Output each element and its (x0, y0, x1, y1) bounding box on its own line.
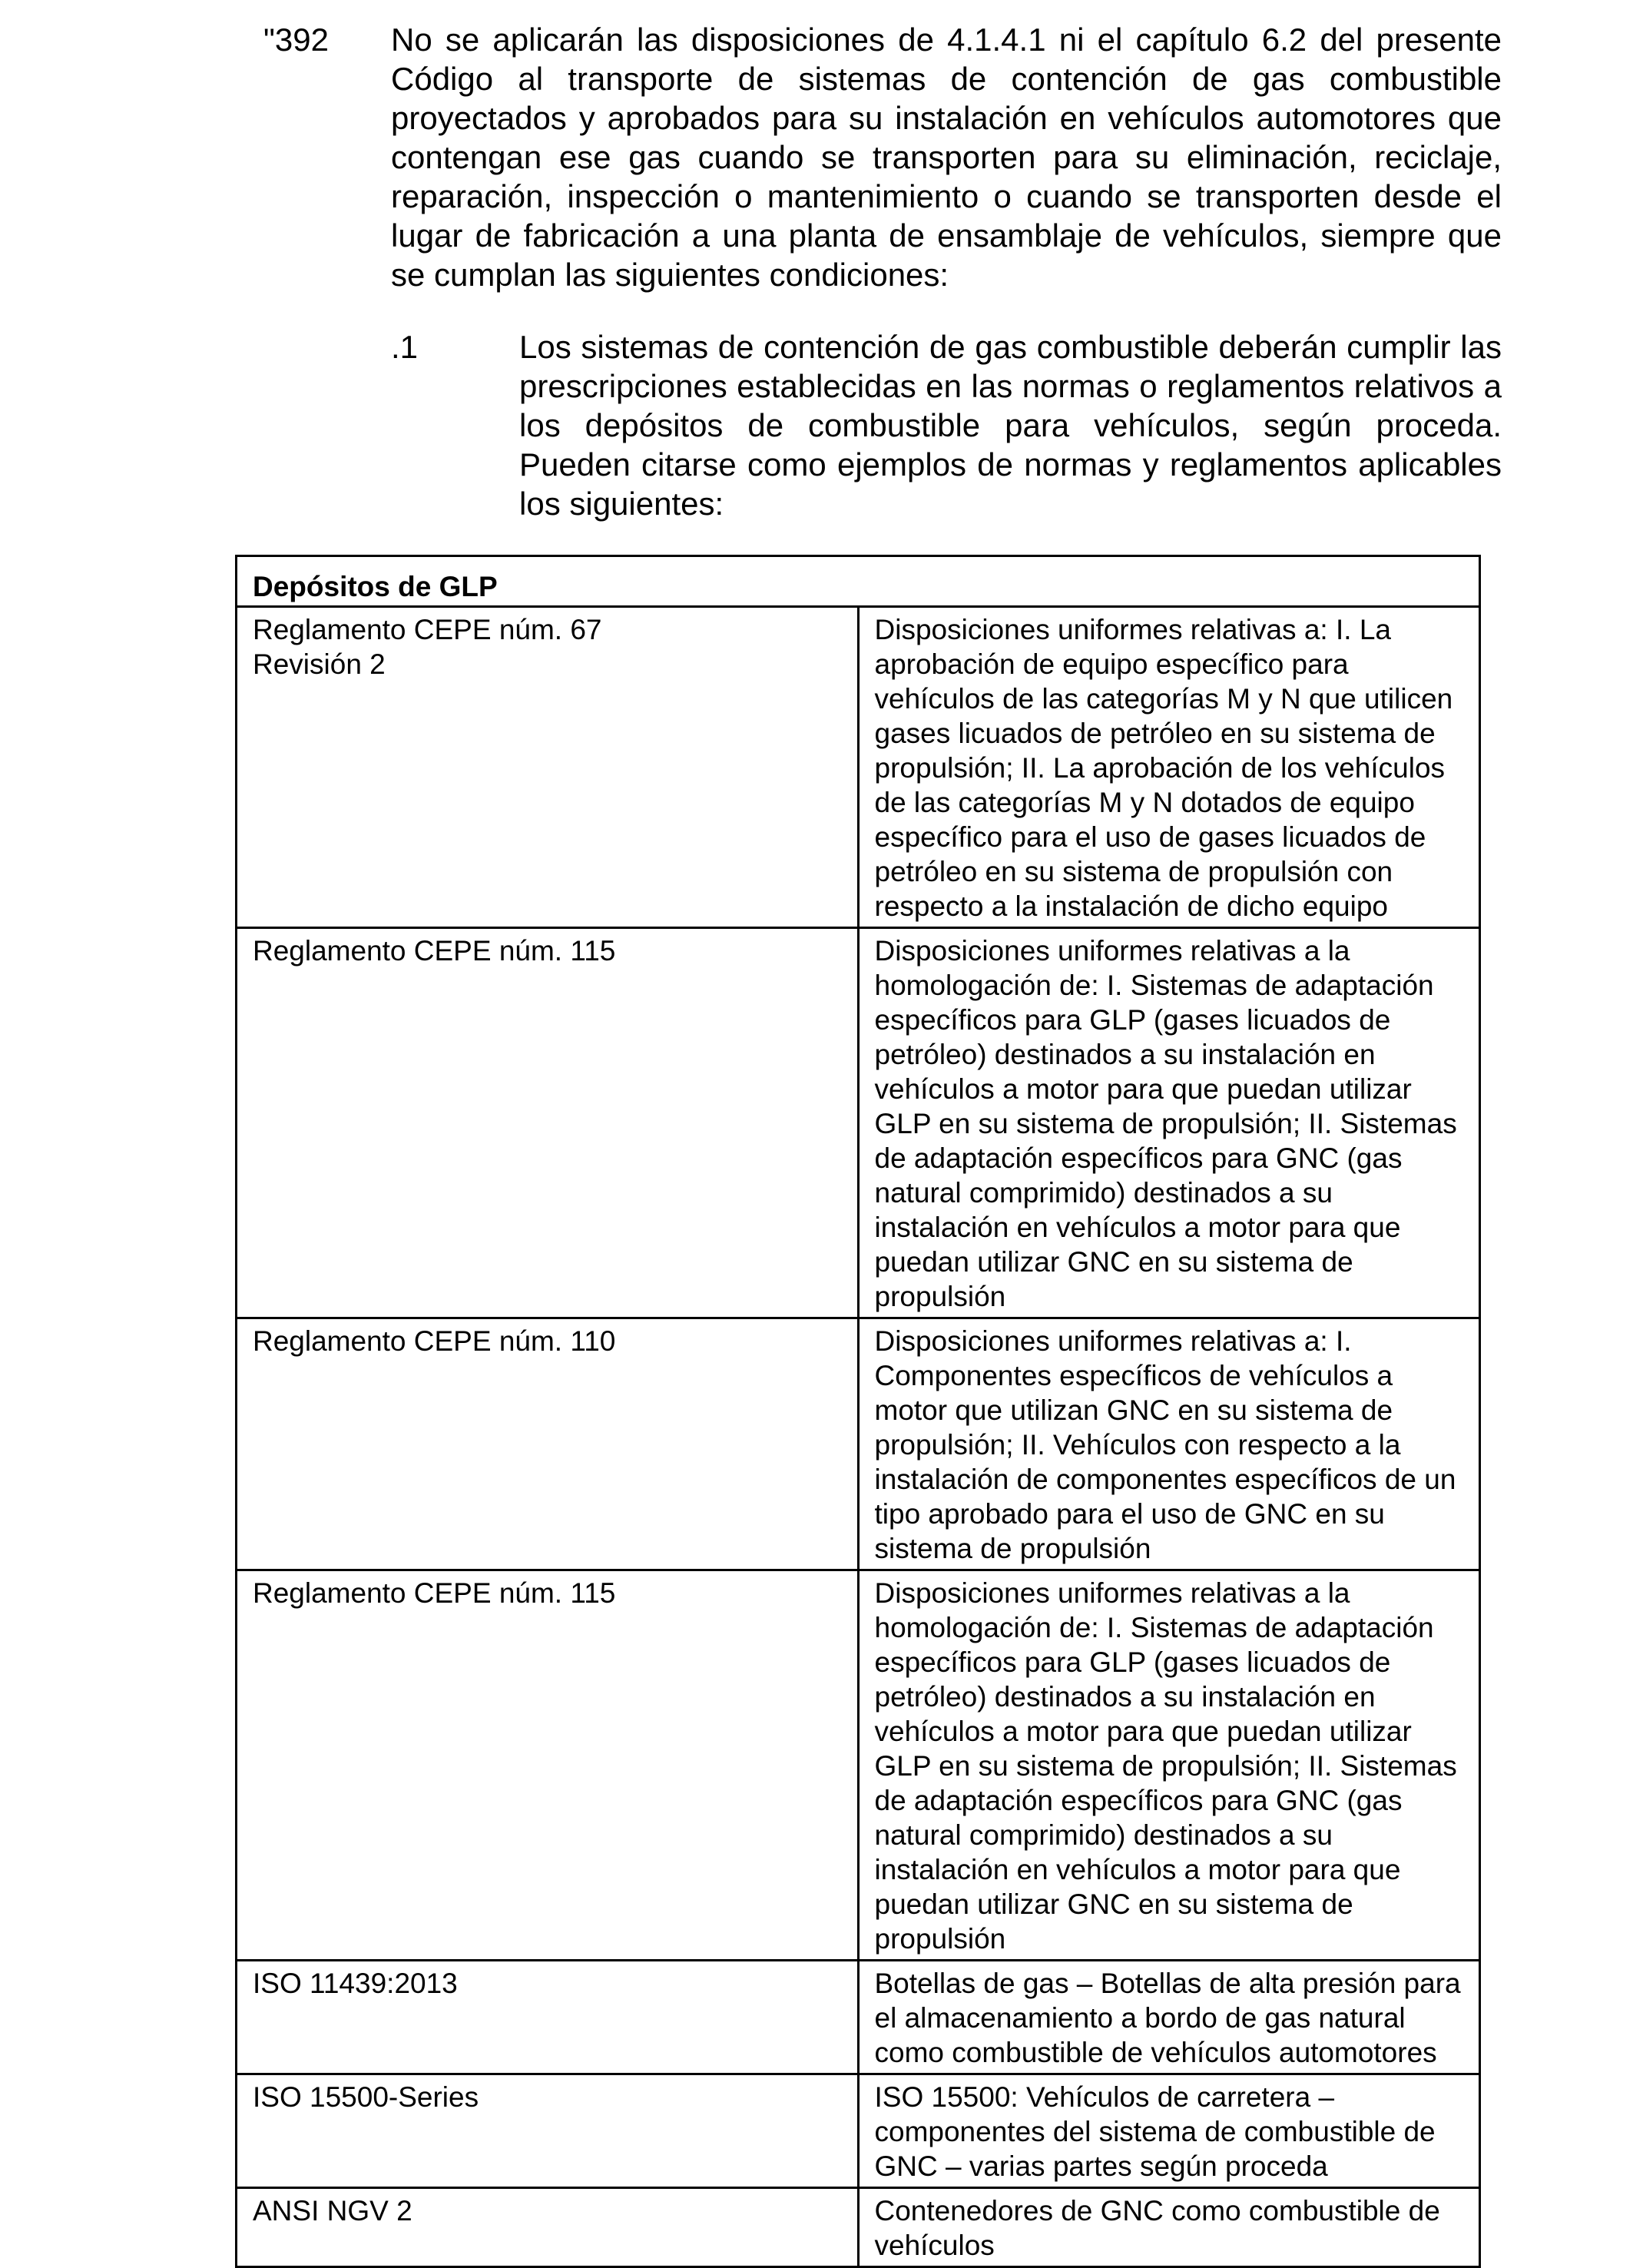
standard-cell: Reglamento CEPE núm. 115 (237, 928, 859, 1318)
description-cell: Botellas de gas – Botellas de alta presión para el almacenamiento a bordo de gas natural como combustible de vehículos automotores (858, 1961, 1480, 2074)
standard-cell: ISO 11439:2013 (237, 1961, 859, 2074)
regulations-table (235, 555, 1481, 2268)
standard-cell: ISO 15500-Series (237, 2074, 859, 2188)
standard-cell: Reglamento CEPE núm. 115 (237, 1570, 859, 1961)
description-cell: Contenedores de GNC como combustible de vehículos (858, 2188, 1480, 2267)
table-row (237, 1318, 1480, 1570)
table-heading: Depósitos de GLP (237, 556, 1480, 607)
table-row (237, 607, 1480, 928)
standard-revision: Revisión 2 (253, 648, 386, 680)
description-cell: Disposiciones uniformes relativas a: I. La aprobación de equipo específico para vehículos de las categorías M y N que utilicen gases licuados de petróleo en su sistema de propulsión; II. La aprobación de los vehículos de las categorías M y N dotados de equipo específico para el uso de gases licuados de petróleo en su sistema de propulsión con respecto a la instalación de dicho equipo (858, 607, 1480, 928)
table-heading-row (237, 556, 1480, 607)
description-cell: ISO 15500: Vehículos de carretera – componentes del sistema de combustible de GNC – varias partes según proceda (858, 2074, 1480, 2188)
description-cell: Disposiciones uniformes relativas a la homologación de: I. Sistemas de adaptación específicos para GLP (gases licuados de petróleo) destinados a su instalación en vehículos a motor para que puedan utilizar GLP en su sistema de propulsión; II. Sistemas de adaptación específicos para GNC (gas natural comprimido) destinados a su instalación en vehículos a motor para que puedan utilizar GNC en su sistema de propulsión (858, 1570, 1480, 1961)
item-number: .1 (391, 329, 419, 365)
item-text: Los sistemas de contención de gas combustible deberán cumplir las prescripciones establecidas en las normas o reglamentos relativos a los depósitos de combustible para vehículos, según proceda. Pueden citarse como ejemplos de normas y reglamentos aplicables los siguientes: (519, 329, 1502, 522)
table-row (237, 928, 1480, 1318)
provision-text: No se aplicarán las disposiciones de 4.1.4.1 ni el capítulo 6.2 del presente Código al transporte de sistemas de contención de gas combustible proyectados y aprobados para su instalación en vehículos automotores que contengan ese gas cuando se transporten para su eliminación, reciclaje, reparación, inspección o mantenimiento o cuando se transporten desde el lugar de fabricación a una planta de ensamblaje de vehículos, siempre que se cumplan las siguientes condiciones: (391, 22, 1502, 293)
table-row (237, 2074, 1480, 2188)
standard-cell: ANSI NGV 2 (237, 2188, 859, 2267)
standard-name: Reglamento CEPE núm. 67 (253, 614, 602, 645)
standard-cell (237, 607, 859, 928)
standard-cell: Reglamento CEPE núm. 110 (237, 1318, 859, 1570)
table-row (237, 2188, 1480, 2267)
description-cell: Disposiciones uniformes relativas a: I. Componentes específicos de vehículos a motor que utilizan GNC en su sistema de propulsión; II. Vehículos con respecto a la instalación de componentes específicos de un tipo aprobado para el uso de GNC en su sistema de propulsión (858, 1318, 1480, 1570)
provision-number: "392 (263, 22, 329, 58)
table-row (237, 1570, 1480, 1961)
table-row (237, 1961, 1480, 2074)
description-cell: Disposiciones uniformes relativas a la homologación de: I. Sistemas de adaptación específicos para GLP (gases licuados de petróleo) destinados a su instalación en vehículos a motor para que puedan utilizar GLP en su sistema de propulsión; II. Sistemas de adaptación específicos para GNC (gas natural comprimido) destinados a su instalación en vehículos a motor para que puedan utilizar GNC en su sistema de propulsión (858, 928, 1480, 1318)
